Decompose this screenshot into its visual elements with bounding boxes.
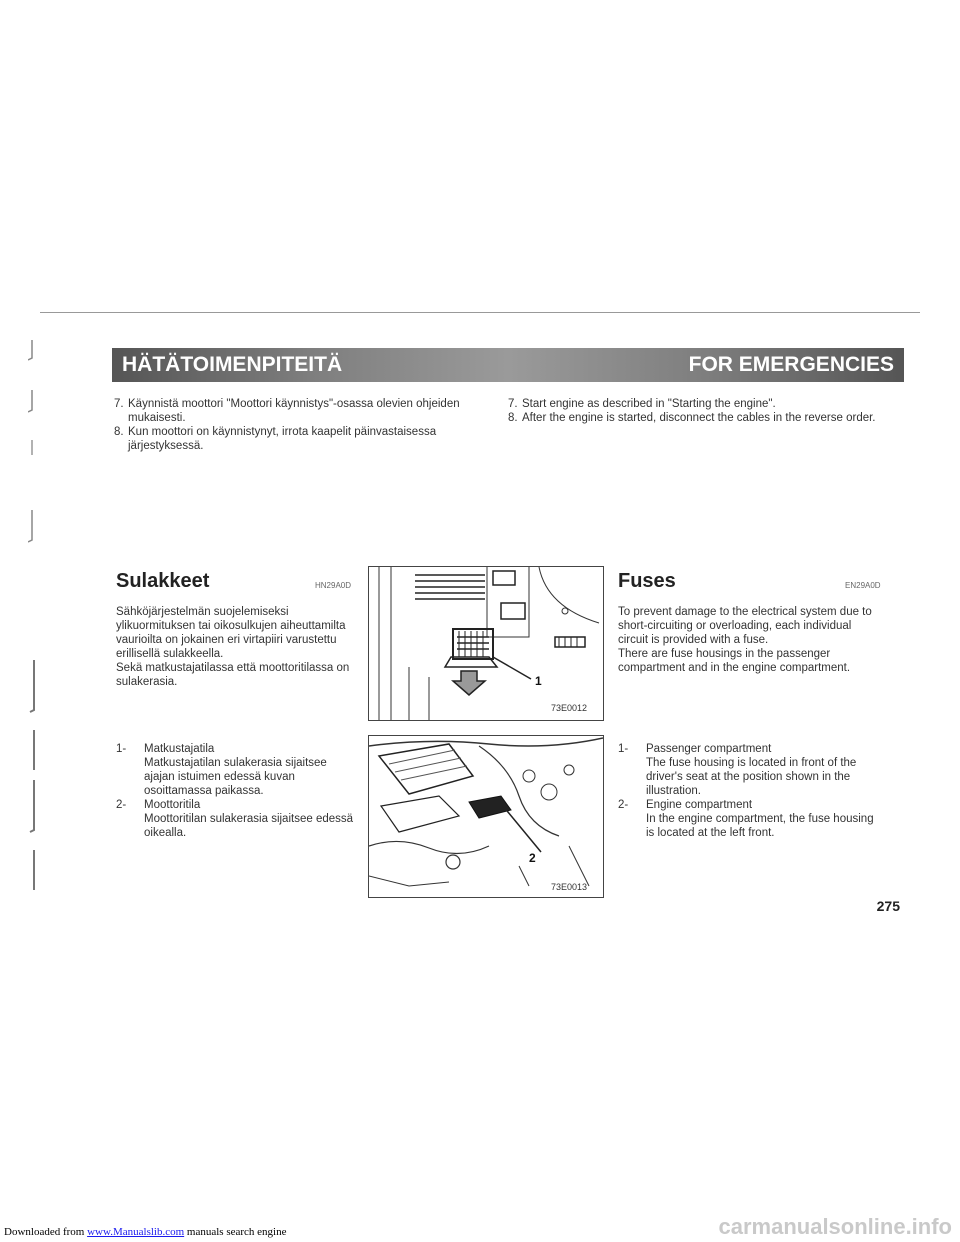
en-item-2: 2- Engine compartment In the engine compartment, the fuse housing is located at the left front. <box>618 799 874 839</box>
footer-suffix: manuals search engine <box>186 1226 287 1238</box>
figure-passenger-fuse-box <box>368 566 604 721</box>
manualslib-link[interactable]: www.Manualslib.com <box>87 1226 185 1238</box>
figure-1-code: 73E0012 <box>551 703 588 713</box>
figure-1-callout: 1 <box>535 674 542 688</box>
en-item-1-text: The fuse housing is located in front of the driver's seat at the position shown in the illustration. <box>646 757 857 797</box>
top-rule <box>40 312 920 313</box>
banner-title-fi: HÄTÄTOIMENPITEITÄ <box>122 353 343 376</box>
fi-intro-paragraph-2: Sekä matkustajatilassa että moottoritilassa on sulakerasia. <box>116 662 350 688</box>
en-item-2-title: Engine compartment <box>646 799 753 811</box>
figure-engine-fuse-box <box>368 735 604 898</box>
passenger-fuse-illustration <box>369 567 603 720</box>
en-intro-paragraph-1: To prevent damage to the electrical system due to short-circuiting or overloading, each individual circuit is provided with a fuse. <box>618 606 872 646</box>
fi-item-2-text: Moottoritilan sulakerasia sijaitsee edessä oikealla. <box>144 813 354 839</box>
download-footer <box>4 1226 286 1238</box>
fi-step-7: 7. Käynnistä moottori "Moottori käynnistys"-osassa olevien ohjeiden mukaisesti. <box>114 398 460 424</box>
fi-step-8: 8. Kun moottori on käynnistynyt, irrota kaapelit päinvastaisessa järjestyksessä. <box>114 426 437 452</box>
page-number: 275 <box>876 898 900 914</box>
en-item-2-text: In the engine compartment, the fuse housing is located at the left front. <box>646 813 874 839</box>
fi-intro-paragraph-1: Sähköjärjestelmän suojelemiseksi ylikuormituksen tai oikosulkujen aiheuttamilta vaurioilta on jokainen eri virtapiiri varustettu erillisellä sulakkeella. <box>116 606 346 660</box>
en-item-1: 1- Passenger compartment The fuse housing is located in front of the driver's seat at the position shown in the illustration. <box>618 743 857 797</box>
fi-item-1-title: Matkustajatila <box>144 743 215 755</box>
site-watermark: carmanualsonline.info <box>718 1214 952 1239</box>
en-steps <box>508 397 880 425</box>
fi-section-title: Sulakkeet <box>116 570 210 592</box>
fi-items <box>116 742 356 840</box>
fi-steps <box>114 397 486 453</box>
en-intro <box>618 605 880 675</box>
figure-2-callout: 2 <box>529 851 536 865</box>
en-section-title: Fuses <box>618 570 676 592</box>
en-section-code: EN29A0D <box>845 581 881 590</box>
en-items <box>618 742 880 840</box>
en-step-8: 8. After the engine is started, disconnect the cables in the reverse order. <box>508 412 876 424</box>
engine-fuse-illustration <box>369 736 603 897</box>
fi-intro <box>116 605 356 689</box>
footer-prefix: Downloaded from <box>4 1226 85 1238</box>
fi-item-1-text: Matkustajatilan sulakerasia sijaitsee ajajan istuimen edessä kuvan osoittamassa paikassa. <box>144 757 327 797</box>
fi-section-code: HN29A0D <box>315 581 352 590</box>
section-banner <box>112 348 904 382</box>
en-step-7: 7. Start engine as described in "Starting the engine". <box>508 398 776 410</box>
page-edge-marks <box>28 330 58 930</box>
fi-item-1: 1- Matkustajatila Matkustajatilan sulakerasia sijaitsee ajajan istuimen edessä kuvan osoittamassa paikassa. <box>116 743 327 797</box>
en-item-1-title: Passenger compartment <box>646 743 772 755</box>
fi-item-2-title: Moottoritila <box>144 799 201 811</box>
fi-item-2: 2- Moottoritila Moottoritilan sulakerasia sijaitsee edessä oikealla. <box>116 799 354 839</box>
en-intro-paragraph-2: There are fuse housings in the passenger compartment and in the engine compartment. <box>618 648 851 674</box>
figure-2-code: 73E0013 <box>551 882 588 892</box>
banner-title-en: FOR EMERGENCIES <box>688 353 894 376</box>
